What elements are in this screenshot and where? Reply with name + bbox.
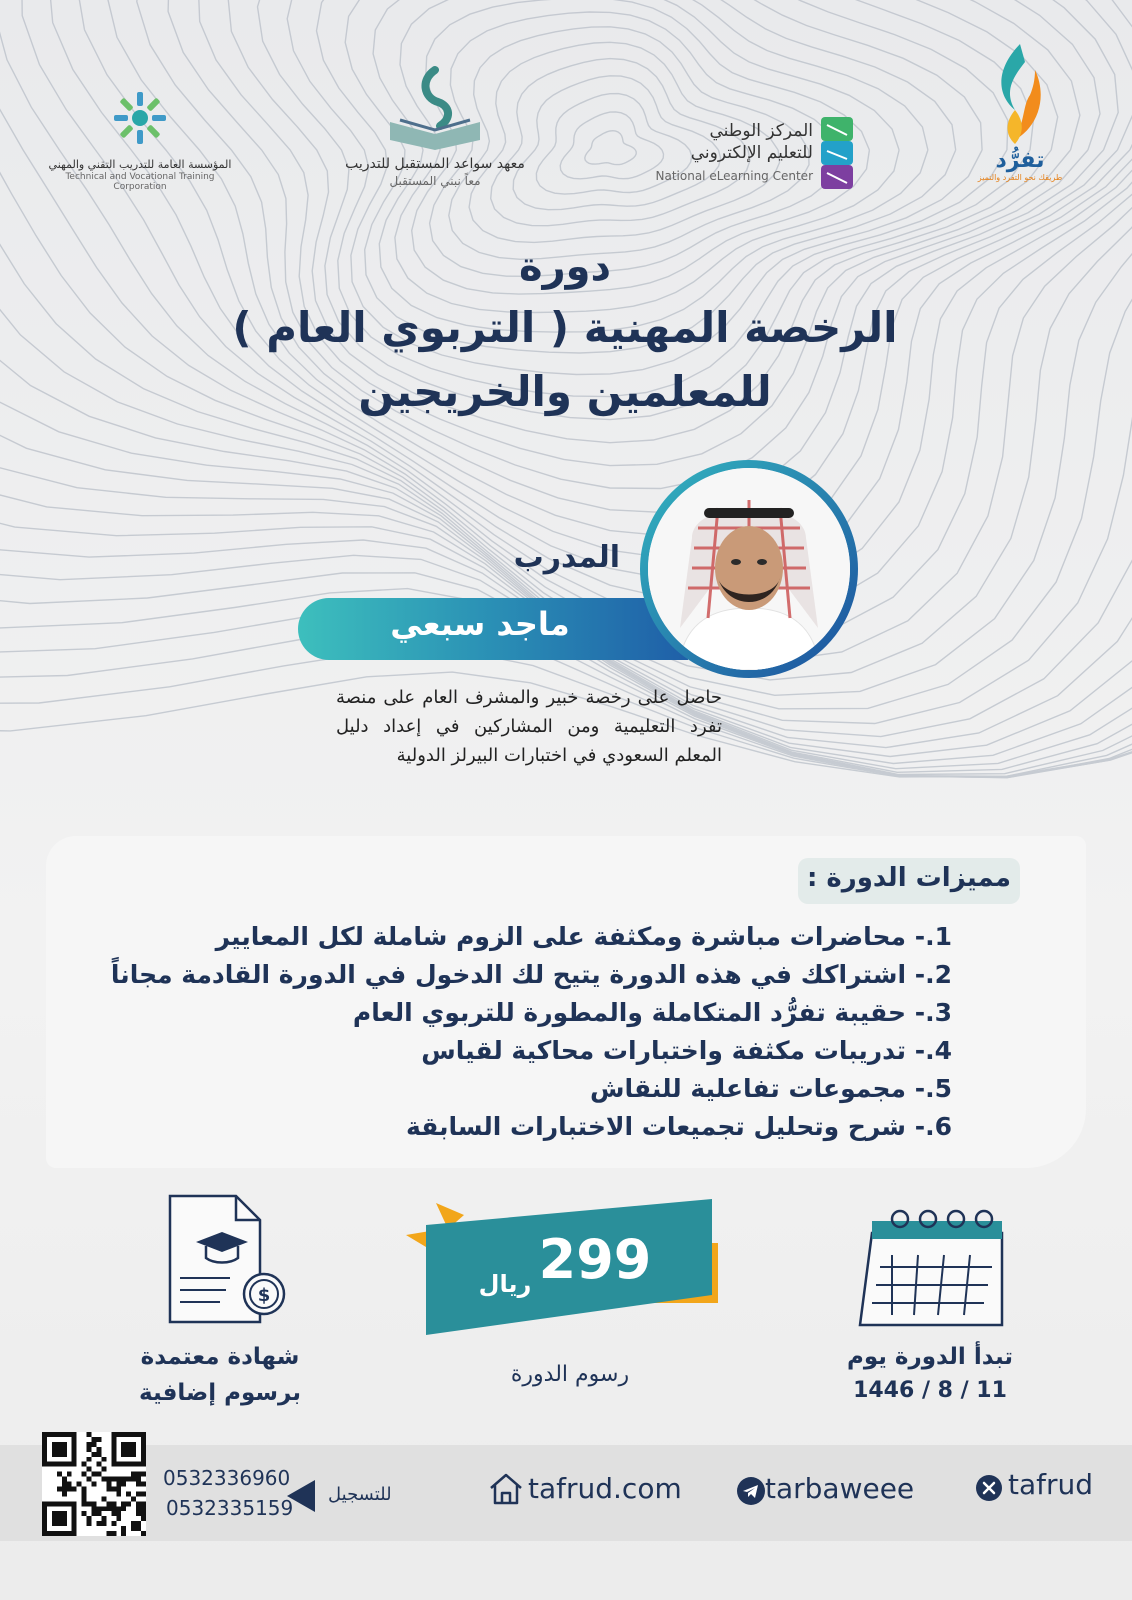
qr-code-icon[interactable] [42, 1432, 146, 1536]
trainer-label: المدرب [513, 540, 620, 575]
nelc-logo [630, 115, 855, 195]
feature-item: 1.- محاضرات مباشرة ومكثفة على الزوم شاملة لكل المعايير [215, 922, 952, 951]
title-line2: الرخصة المهنية ( التربوي العام ) [232, 303, 898, 352]
x-icon [975, 1474, 1003, 1502]
course-title [160, 238, 970, 424]
title-line3: للمعلمين والخريجين [358, 367, 772, 416]
start-label: تبدأ الدورة يوم [846, 1344, 1014, 1370]
institute-line2: معاً نبني المستقبل [389, 173, 481, 188]
phone-2[interactable]: 0532335159 [166, 1496, 294, 1520]
price-amount: 299 [538, 1228, 652, 1291]
trainer-photo [648, 468, 850, 670]
nelc-line2: للتعليم الإلكتروني [690, 143, 813, 163]
tafrud-logo-name: تفرُّد [995, 148, 1045, 173]
x-handle[interactable]: tafrud [1008, 1468, 1094, 1501]
phone-1[interactable]: 0532336960 [163, 1466, 291, 1490]
trainer-bio: حاصل على رخصة خبير والمشرف العام على منصة تفرد التعليمية ومن المشاركين في إعداد دليل المعلم السعودي في اختبارات البيرلز الدولية [336, 687, 722, 766]
tvtc-logo [40, 88, 240, 192]
tvtc-en: Technical and Vocational Training Corporation [65, 171, 215, 192]
nelc-en: National eLearning Center [655, 169, 813, 183]
tvtc-star-icon [110, 88, 170, 154]
certificate-line2: برسوم إضافية [139, 1380, 301, 1406]
institute-book-icon [380, 62, 490, 152]
telegram-icon [736, 1476, 766, 1506]
title-line1: دورة [518, 244, 612, 290]
feature-item: 3.- حقيبة تفرُّد المتكاملة والمطورة للتربوي العام [352, 998, 952, 1027]
tafrud-flame-icon [985, 40, 1055, 150]
svg-text:$: $ [257, 1285, 271, 1306]
nelc-line1: المركز الوطني [709, 121, 813, 141]
certificate-icon [160, 1190, 290, 1330]
telegram-handle[interactable]: tarbaweee [765, 1472, 915, 1505]
feature-item: 5.- مجموعات تفاعلية للنقاش [590, 1074, 952, 1103]
trainer-portrait-icon [648, 468, 850, 670]
certificate-line1: شهادة معتمدة [140, 1344, 300, 1370]
price-currency: ريال [478, 1270, 532, 1298]
feature-item: 4.- تدريبات مكثفة واختبارات محاكية لقياس [421, 1036, 952, 1065]
feature-item: 6.- شرح وتحليل تجميعات الاختبارات السابقة [405, 1112, 952, 1141]
register-label: للتسجيل [328, 1484, 392, 1505]
calendar-icon [852, 1205, 1012, 1335]
institute-logo [335, 62, 535, 189]
home-icon [487, 1470, 525, 1508]
price-label: رسوم الدورة [510, 1362, 630, 1387]
tafrud-logo-tagline: طريقك نحو التفرد والتميز [977, 173, 1063, 182]
trainer-name: ماجد سبعي [390, 605, 570, 643]
start-date: 1446 / 8 / 11 [853, 1378, 1007, 1403]
nelc-mark-icon [819, 115, 855, 191]
feature-item: 2.- اشتراكك في هذه الدورة يتيح لك الدخول في الدورة القادمة مجاناً [110, 960, 952, 989]
tvtc-line1: المؤسسة العامة للتدريب التقني والمهني [48, 158, 232, 171]
website-link[interactable]: tafrud.com [528, 1472, 682, 1505]
triangle-pointer-icon [285, 1478, 317, 1514]
features-title: مميزات الدورة : [806, 863, 1012, 893]
institute-line1: معهد سواعد المستقبل للتدريب [345, 156, 525, 172]
tafrud-logo [970, 40, 1070, 182]
